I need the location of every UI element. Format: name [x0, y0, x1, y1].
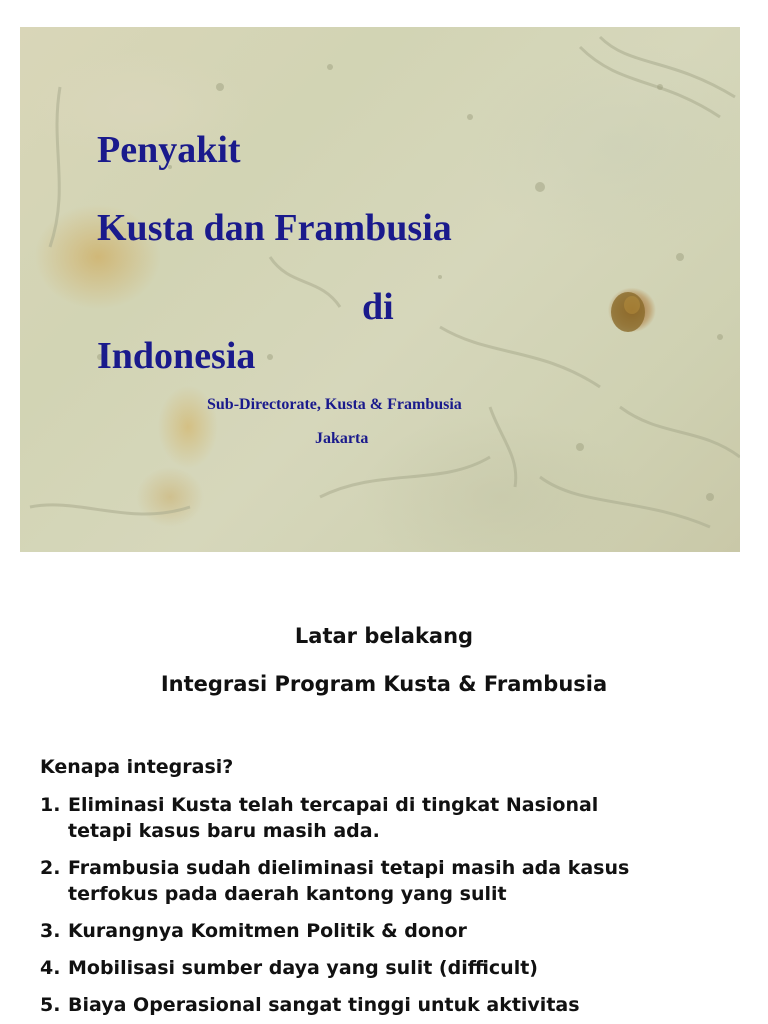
slide-title-line-2: Kusta dan Frambusia [97, 207, 452, 249]
section-subheading: Integrasi Program Kusta & Frambusia [160, 672, 608, 696]
list-item-text [68, 955, 740, 981]
slide-organization: Sub-Directorate, Kusta & Frambusia [207, 396, 462, 413]
list-item-line: Mobilisasi sumber daya yang sulit (difficult) [68, 957, 538, 979]
list-item-number: 3. [40, 920, 61, 942]
list-item-line: Eliminasi Kusta telah tercapai di tingkat Nasional [68, 794, 599, 816]
slide-title-line-3: di [362, 286, 394, 328]
list-item-line: Biaya Operasional sangat tinggi untuk aktivitas [68, 994, 580, 1016]
list-item-number: 1. [40, 794, 61, 816]
list-item-line: Kurangnya Komitmen Politik & donor [68, 920, 467, 942]
list-item-line: Frambusia sudah dieliminasi tetapi masih ada kasus [68, 857, 630, 879]
section-heading: Latar belakang [294, 624, 474, 648]
list-item-text [68, 792, 740, 844]
list-item [40, 955, 740, 981]
slide-title-line-1: Penyakit [97, 129, 241, 171]
list-item-text [68, 855, 740, 907]
list-item [40, 918, 740, 944]
list-item-line: tetapi kasus baru masih ada. [68, 820, 380, 842]
list-item-text [68, 992, 740, 1018]
title-slide [20, 27, 740, 552]
slide-title-line-4: Indonesia [97, 335, 256, 377]
slide-city: Jakarta [315, 430, 369, 447]
question-text: Kenapa integrasi? [40, 756, 234, 778]
list-item [40, 792, 740, 844]
list-item-number: 4. [40, 957, 61, 979]
list-item [40, 855, 740, 907]
list-item-text [68, 918, 740, 944]
list-item [40, 992, 740, 1018]
reasons-list [40, 792, 740, 1024]
list-item-number: 5. [40, 994, 61, 1016]
list-item-number: 2. [40, 857, 61, 879]
list-item-line: terfokus pada daerah kantong yang sulit [68, 883, 507, 905]
